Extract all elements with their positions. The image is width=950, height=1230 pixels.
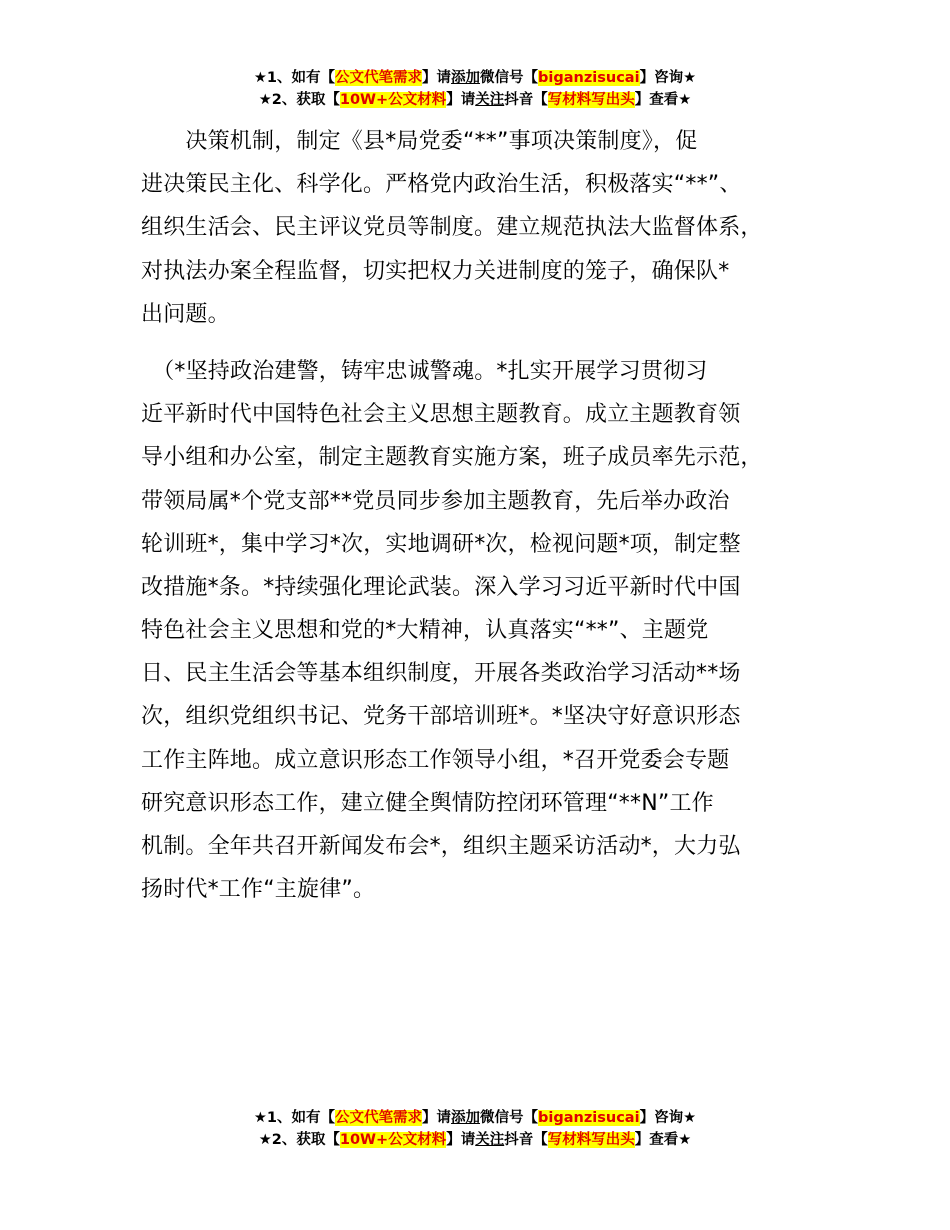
paragraph-2 [141, 350, 841, 911]
text-line: 机制。全年共召开新闻发布会*，组织主题采访活动*，大力弘 [141, 834, 741, 859]
text-line: 出问题。 [141, 301, 230, 327]
text-line: 次，组织党组织书记、党务干部培训班*。*坚决守好意识形态 [141, 704, 741, 730]
footer-banner [0, 1107, 950, 1151]
text-line: 对执法办案全程监督，切实把权力关进制度的笼子，确保队* [141, 258, 730, 284]
text-line: 工作主阵地。成立意识形态工作领导小组，*召开党委会专题 [141, 747, 730, 773]
text-line: 近平新时代中国特色社会主义思想主题教育。成立主题教育领 [141, 402, 741, 428]
highlight-service: 公文代笔需求 [335, 1110, 423, 1126]
banner-line-2: ★2、获取【10W+公文材料】请关注抖音【写材料写出头】查看★ [258, 92, 692, 108]
highlight-service: 公文代笔需求 [335, 70, 423, 86]
highlight-materials: 10W+公文材料 [339, 92, 447, 108]
text-line: 带领局属*个党支部**党员同步参加主题教育，先后举办政治 [141, 488, 730, 514]
highlight-douyin: 写材料写出头 [547, 1132, 635, 1148]
highlight-wechat-id: biganzisucai [538, 1110, 640, 1126]
banner-line-2: ★2、获取【10W+公文材料】请关注抖音【写材料写出头】查看★ [258, 1132, 692, 1148]
paragraph-1 [141, 120, 841, 336]
header-banner [0, 67, 950, 111]
text-line: 特色社会主义思想和党的*大精神，认真落实“**”、主题党 [141, 618, 709, 644]
text-line: 导小组和办公室，制定主题教育实施方案，班子成员率先示范， [141, 445, 763, 471]
banner-line-1: ★1、如有【公文代笔需求】请添加微信号【biganzisucai】咨询★ [253, 1110, 697, 1126]
text-line: 日、民主生活会等基本组织制度，开展各类政治学习活动**场 [141, 661, 741, 687]
banner-line-1: ★1、如有【公文代笔需求】请添加微信号【biganzisucai】咨询★ [253, 70, 697, 86]
text-line: （*坚持政治建警，铸牢忠诚警魂。*扎实开展学习贯彻习 [141, 358, 708, 384]
highlight-materials: 10W+公文材料 [339, 1132, 447, 1148]
text-line: 进决策民主化、科学化。严格党内政治生活，积极落实“**”、 [141, 172, 742, 198]
highlight-wechat-id: biganzisucai [538, 70, 640, 86]
text-line: 研究意识形态工作，建立健全舆情防控闭环管理“**N”工作 [141, 790, 714, 816]
text-line: 改措施*条。*持续强化理论武装。深入学习习近平新时代中国 [141, 574, 741, 600]
highlight-douyin: 写材料写出头 [547, 92, 635, 108]
text-line: 组织生活会、民主评议党员等制度。建立规范执法大监督体系， [141, 215, 763, 241]
text-line: 扬时代*工作“主旋律”。 [141, 877, 376, 903]
text-line: 决策机制，制定《县*局党委“**”事项决策制度》，促 [141, 129, 698, 154]
text-line: 轮训班*，集中学习*次，实地调研*次，检视问题*项，制定整 [141, 531, 741, 557]
document-body [141, 120, 841, 911]
